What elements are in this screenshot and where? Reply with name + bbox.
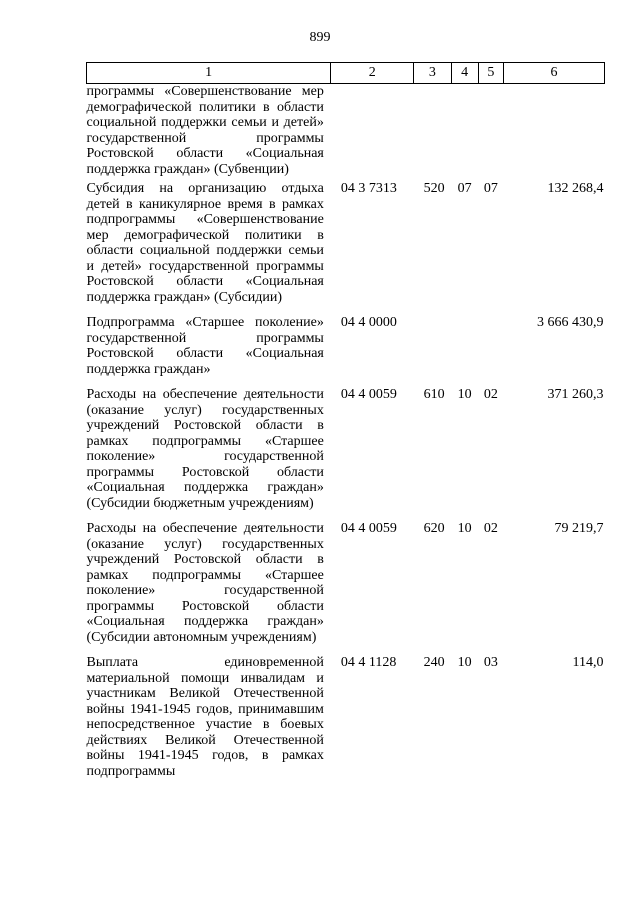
budget-table [86, 62, 605, 789]
table-row [87, 387, 605, 521]
row-col4: 10 [457, 387, 472, 402]
table-header-row [87, 63, 605, 84]
row-description: Расходы на обеспечение деятельности (оказание услуг) государственных учреждений Ростовской области в рамках подпрограммы «Старшее поколение» государственной программы Ростовской области «Социальная поддержка граждан» (Субсидии бюджетным учреждениям) [86, 387, 324, 511]
row-col5: 02 [483, 387, 498, 402]
row-amount: 3 666 430,9 [537, 315, 604, 330]
row-description: Расходы на обеспечение деятельности (оказание услуг) государственных учреждений Ростовской области в рамках подпрограммы «Старшее поколение» государственной программы Ростовской области «Социальная поддержка граждан» (Субсидии автономным учреждениям) [86, 521, 324, 645]
page-number: 899 [309, 30, 331, 45]
column-header-1: 1 [87, 63, 331, 84]
row-col3 [414, 84, 451, 182]
row-col3: 610 [423, 387, 445, 402]
row-description: Субсидия на организацию отдыха детей в каникулярное время в рамках подпрограммы «Совершенствование мер демографической политики в области социальной поддержки семьи и детей» государственной программы Ростовской области «Социальная поддержка граждан» (Субсидии) [86, 181, 324, 305]
row-description: Выплата единовременной материальной помощи инвалидам и участникам Великой Отечественной войны 1941-1945 годов, принимавшим непосредственное участие в боевых действиях Великой Отечественной войны 1941-1945 годов, в рамках подпрограммы [86, 655, 324, 779]
row-col5 [478, 315, 503, 387]
table-row [87, 655, 605, 789]
row-col3: 620 [423, 521, 445, 536]
table-row [87, 84, 605, 182]
row-col4 [451, 315, 478, 387]
row-code: 04 4 1128 [340, 655, 397, 670]
row-col3: 240 [423, 655, 445, 670]
row-col4: 07 [457, 181, 472, 196]
row-code: 04 4 0059 [340, 521, 397, 536]
row-amount: 114,0 [572, 655, 604, 670]
row-col3: 520 [423, 181, 445, 196]
table-row [87, 521, 605, 655]
row-description: Подпрограмма «Старшее поколение» государственной программы Ростовской области «Социальная поддержка граждан» [86, 315, 324, 377]
table-row [87, 315, 605, 387]
row-code: 04 4 0059 [340, 387, 397, 402]
row-amount: 79 219,7 [554, 521, 604, 536]
table-row [87, 181, 605, 315]
row-col5 [478, 84, 503, 182]
row-code [331, 84, 414, 182]
row-description: программы «Совершенствование мер демографической политики в области социальной поддержки семьи и детей» государственной программы Ростовской области «Социальная поддержка граждан» (Субвенции) [86, 84, 324, 177]
row-amount: 371 260,3 [547, 387, 604, 402]
column-header-5: 5 [478, 63, 503, 84]
row-code: 04 4 0000 [340, 315, 397, 330]
row-col4: 10 [457, 521, 472, 536]
column-header-2: 2 [331, 63, 414, 84]
row-amount: 132 268,4 [547, 181, 604, 196]
column-header-3: 3 [414, 63, 451, 84]
row-amount [503, 84, 604, 182]
row-col4: 10 [457, 655, 472, 670]
row-col3 [414, 315, 451, 387]
column-header-4: 4 [451, 63, 478, 84]
row-code: 04 3 7313 [340, 181, 397, 196]
row-col5: 03 [483, 655, 498, 670]
row-col4 [451, 84, 478, 182]
column-header-6: 6 [503, 63, 604, 84]
row-col5: 02 [483, 521, 498, 536]
row-col5: 07 [483, 181, 498, 196]
